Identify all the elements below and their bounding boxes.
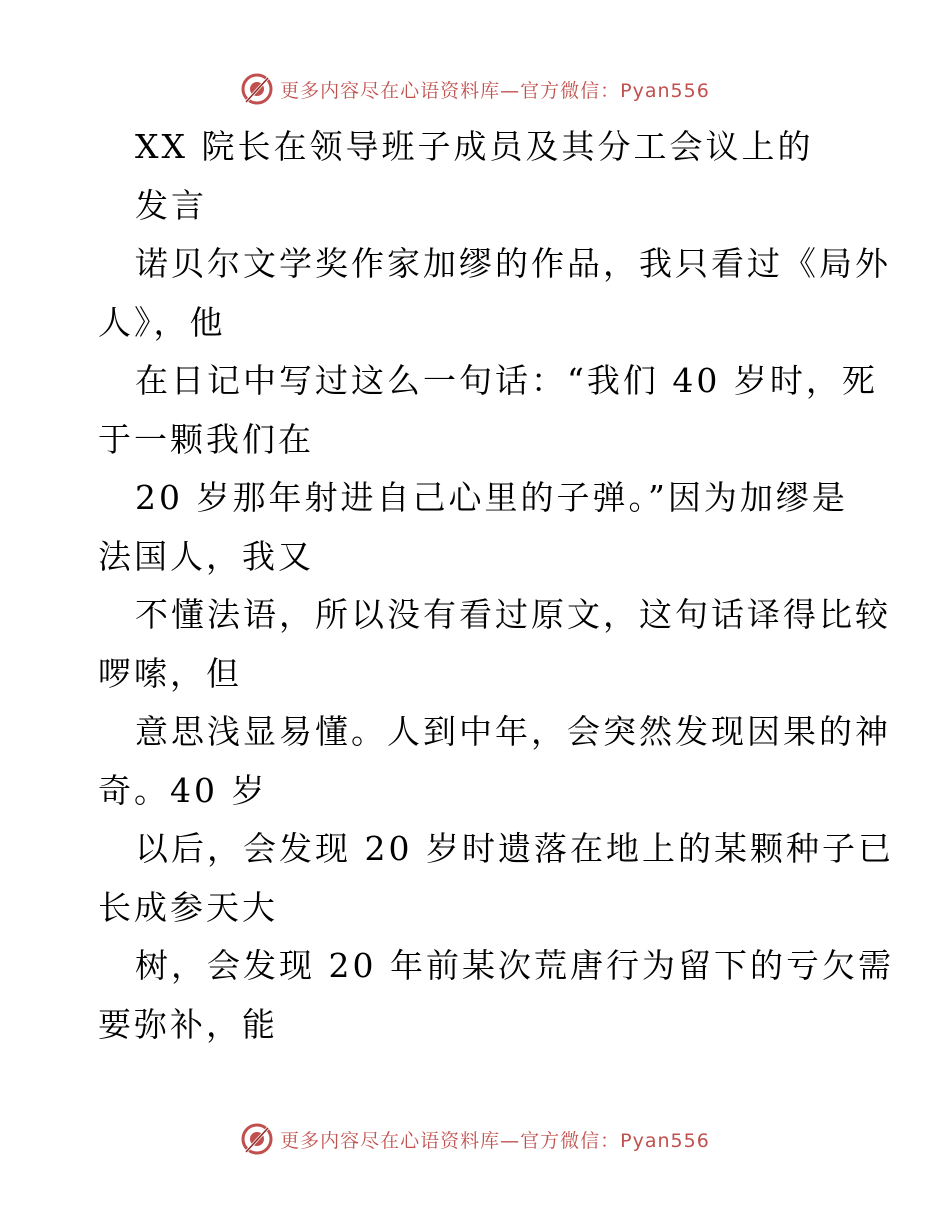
- pen-logo-icon: [240, 1122, 274, 1156]
- paragraph-line: 于一颗我们在: [98, 419, 314, 459]
- pen-logo-icon: [240, 72, 274, 106]
- paragraph-line: 长成参天大: [98, 887, 278, 927]
- page-header: [0, 72, 950, 106]
- page-footer: [0, 1122, 950, 1156]
- document-body: [98, 118, 894, 1054]
- paragraph-line: 要弥补，能: [98, 1004, 278, 1044]
- paragraph-line: 意思浅显易懂。人到中年，会突然发现因果的神: [135, 712, 891, 751]
- paragraph-line: 法国人，我又: [98, 536, 314, 576]
- paragraph-line: 人》，他: [98, 302, 226, 342]
- paragraph-line: 啰嗦，但: [98, 653, 242, 693]
- paragraph-line: 奇。40 岁: [98, 770, 268, 810]
- document-title-line-1: XX 院长在领导班子成员及其分工会议上的: [135, 127, 814, 166]
- footer-banner-text: 更多内容尽在心语资料库—官方微信：Pyan556: [280, 1129, 710, 1152]
- header-banner-text: 更多内容尽在心语资料库—官方微信：Pyan556: [280, 79, 710, 102]
- paragraph-line: 以后，会发现 20 岁时遗落在地上的某颗种子已: [135, 829, 894, 868]
- document-title-line-2: 发言: [135, 185, 207, 225]
- paragraph-line: 在日记中写过这么一句话：“我们 40 岁时，死: [135, 361, 878, 400]
- paragraph-line: 树，会发现 20 年前某次荒唐行为留下的亏欠需: [135, 946, 894, 985]
- paragraph-line: 不懂法语，所以没有看过原文，这句话译得比较: [135, 595, 891, 634]
- paragraph-line: 诺贝尔文学奖作家加缪的作品，我只看过《局外: [135, 244, 891, 283]
- paragraph-line: 20 岁那年射进自己心里的子弹。”因为加缪是: [135, 478, 848, 517]
